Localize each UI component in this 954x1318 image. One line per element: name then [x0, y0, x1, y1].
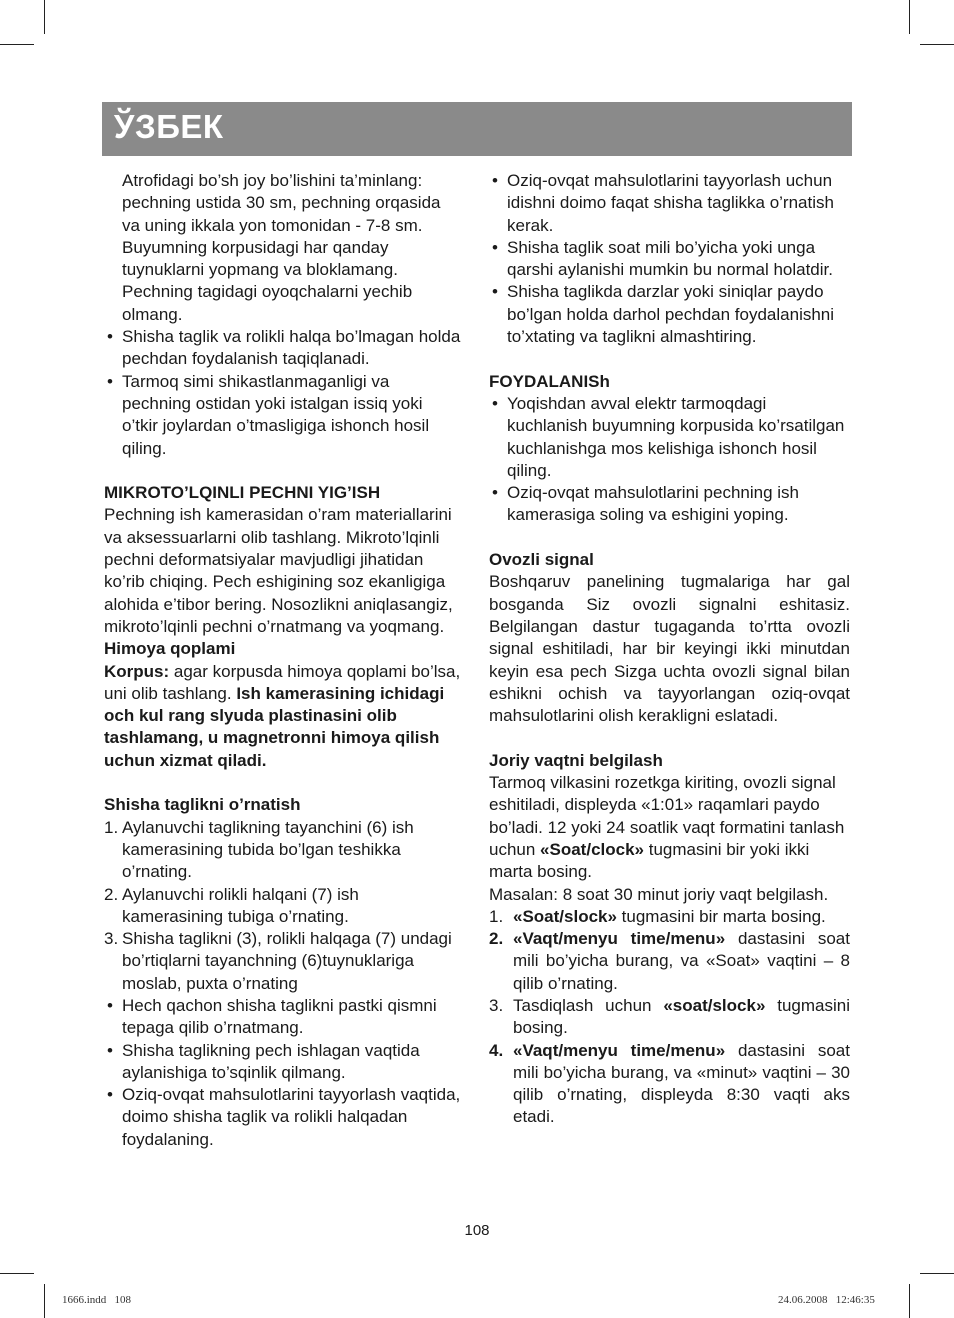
- crop-mark: [0, 1273, 34, 1274]
- list-item: [489, 906, 850, 928]
- crop-mark: [44, 1284, 45, 1318]
- signal-paragraph: Boshqaruv panelining tugmalariga har gal bosganda Siz ovozli signalni eshitasiz. Belgilangan dastur tugaganda to’rtta ovozli signal eshitiladi, har bir keyingi ikki minutdan keyin esa pech Sizga uchta ovozli signal bilan eshikni ochish va tayyorlangan oziq-ovqat mahsulotlarini olish kerakligni eslatadi.: [489, 572, 850, 726]
- step-number: 1.: [489, 906, 504, 926]
- assembly-heading: MIKROTO’LQINLI PECHNI YIG’ISH: [104, 483, 381, 503]
- section-header-bar: [102, 102, 852, 156]
- step-text: dastasini soat mili bo’yicha burang, va «minut» vaqtini – 30 qilib o’rnating, displeyda 8:30 vaqti aks etadi.: [513, 1040, 850, 1127]
- button-ref: «Vaqt/menyu time/menu»: [513, 929, 726, 949]
- crop-mark: [44, 0, 45, 34]
- glass-warnings: [104, 995, 462, 1151]
- step-text: tugmasini bir marta bosing.: [616, 906, 826, 926]
- step-text: dastasini soat mili bo’yicha burang, va «Soat» vaqtini – 8 qilib o’rnating.: [513, 929, 850, 993]
- korpus-warning: Ish kamerasining ichidagi och kul rang slyuda plastinasini olib tashlamang, u magnetronni himoya qilish uchun xizmat qiladi.: [104, 683, 445, 770]
- glass-heading: Shisha taglikni o’rnatish: [104, 795, 301, 815]
- glass-steps: [104, 817, 462, 995]
- assembly-paragraph: Pechning ish kamerasidan o’ram materiallarini va aksessuarlarni olib tashlang. Mikroto’lqinli pechni deformatsiyalar mavjudligi jihatidan ko’rib chiqing. Pech eshigining soz ekanligiga alohida e’tibor bering. Nosozlikni aniqlasangiz, mikroto’lqinli pechni o’rnatmang va yoqmang.: [104, 505, 453, 636]
- list-item: • Shisha taglikning pech ishlagan vaqtida aylanishiga to’sqinlik qilmang.: [104, 1040, 462, 1085]
- step-number: 3.: [489, 995, 504, 1015]
- step-text: Shisha taglikni (3), rolikli halqaga (7) undagi bo’rtiqlarni tayanchning (6)tuynuklariga moslab, puxta o’rnating: [122, 929, 452, 993]
- list-item: [489, 995, 850, 1040]
- list-item: • Oziq-ovqat mahsulotlarini pechning ish kamerasiga soling va eshigini yoping.: [489, 482, 850, 527]
- clock-button-ref: «Soat/clock»: [540, 839, 644, 859]
- button-ref: «Vaqt/menyu time/menu»: [513, 1040, 726, 1060]
- time-text: Tarmoq vilkasini rozetkga kiriting, ovozli signal eshitiladi, displeyda «1:01» raqamlari paydo bo’ladi. 12 yoki 24 soatlik vaqt formatini tanlash uchun: [489, 773, 845, 859]
- list-item: [104, 884, 462, 929]
- usage-list: [489, 393, 850, 527]
- left-column: [104, 170, 462, 1151]
- crop-mark: [909, 1284, 910, 1318]
- intro-paragraph: Atrofidagi bo’sh joy bo’lishini ta’minlang: pechning ustida 30 sm, pechning orqasida va uning ikkala yon tomonidan - 7-8 sm. Buyumning korpusidagi har qanday tuynuklarni yopmang va bloklamang. Pechning tagidagi oyoqchalarni yechib olmang.: [122, 171, 441, 324]
- example-line: Masalan: 8 soat 30 minut joriy vaqt belgilash.: [489, 884, 829, 904]
- list-item: • Tarmoq simi shikastlanmaganligi va pechning ostidan yoki istalgan issiq yoki o’tkir joylardan o’tmasligiga ishonch hosil qiling.: [104, 371, 462, 460]
- step-text: Aylanuvchi rolikli halqani (7) ish kamerasining tubiga o’rnating.: [122, 884, 359, 926]
- time-paragraph: [489, 772, 850, 883]
- list-item: • Shisha taglik soat mili bo’yicha yoki unga qarshi aylanishi mumkin bu normal holatdir.: [489, 237, 850, 282]
- step-number: 3.: [104, 929, 119, 949]
- step-number: 4.: [489, 1040, 504, 1060]
- signal-heading: Ovozli signal: [489, 550, 594, 570]
- step-number: 1.: [104, 817, 119, 837]
- korpus-text: agar korpusda himoya qoplami bo’lsa, uni olib tashlang.: [104, 661, 461, 703]
- list-item: [489, 1040, 850, 1129]
- right-column: [489, 170, 850, 1129]
- list-item: • Oziq-ovqat mahsulotlarini tayyorlash uchun idishni doimo faqat shisha taglikka o’rnatish kerak.: [489, 170, 850, 237]
- glass-notes: [489, 170, 850, 348]
- korpus-paragraph: [104, 661, 462, 772]
- crop-mark: [920, 1273, 954, 1274]
- step-text: tugmasini bosing.: [513, 995, 851, 1038]
- list-item: • Yoqishdan avval elektr tarmoqdagi kuchlanish buyumning korpusida ko’rsatilgan kuchlanishga mos kelishiga ishonch hosil qiling.: [489, 393, 850, 482]
- list-item: • Shisha taglikda darzlar yoki siniqlar paydo bo’lgan holda darhol pechdan foydalanishni to’xtating va taglikni almashtiring.: [489, 281, 850, 348]
- list-item: • Oziq-ovqat mahsulotlarini tayyorlash vaqtida, doimo shisha taglik va rolikli halqadan foydalaning.: [104, 1084, 462, 1151]
- page-number: 108: [464, 1222, 490, 1239]
- button-ref: «soat/slock»: [663, 995, 766, 1015]
- list-item: [104, 817, 462, 884]
- list-item: [489, 928, 850, 995]
- time-steps: [489, 906, 850, 1129]
- step-number: 2.: [489, 929, 504, 949]
- list-item: • Shisha taglik va rolikli halqa bo’lmagan holda pechdan foydalanish taqiqlanadi.: [104, 326, 462, 371]
- time-text: tugmasini bir yoki ikki marta bosing.: [489, 839, 810, 882]
- crop-mark: [0, 44, 34, 45]
- step-number: 2.: [104, 884, 119, 904]
- crop-mark: [909, 0, 910, 34]
- warning-list: [104, 326, 462, 460]
- list-item: [104, 928, 462, 995]
- protect-heading: Himoya qoplami: [104, 639, 236, 659]
- usage-heading: FOYDALANISh: [489, 371, 610, 391]
- footer-file-info: 1666.indd 108: [62, 1294, 132, 1306]
- footer-timestamp: 24.06.2008 12:46:35: [778, 1294, 875, 1306]
- time-heading: Joriy vaqtni belgilash: [489, 750, 663, 770]
- section-title: ЎЗБЕК: [114, 108, 224, 145]
- step-text: Tasdiqlash uchun: [513, 995, 664, 1015]
- korpus-label: Korpus:: [104, 661, 170, 681]
- button-ref: «Soat/slock»: [513, 906, 617, 926]
- step-text: Aylanuvchi taglikning tayanchini (6) ish kamerasining tubida bo’lgan teshikka o’rnating.: [122, 817, 414, 882]
- list-item: • Hech qachon shisha taglikni pastki qismni tepaga qilib o’rnatmang.: [104, 995, 462, 1040]
- crop-mark: [920, 44, 954, 45]
